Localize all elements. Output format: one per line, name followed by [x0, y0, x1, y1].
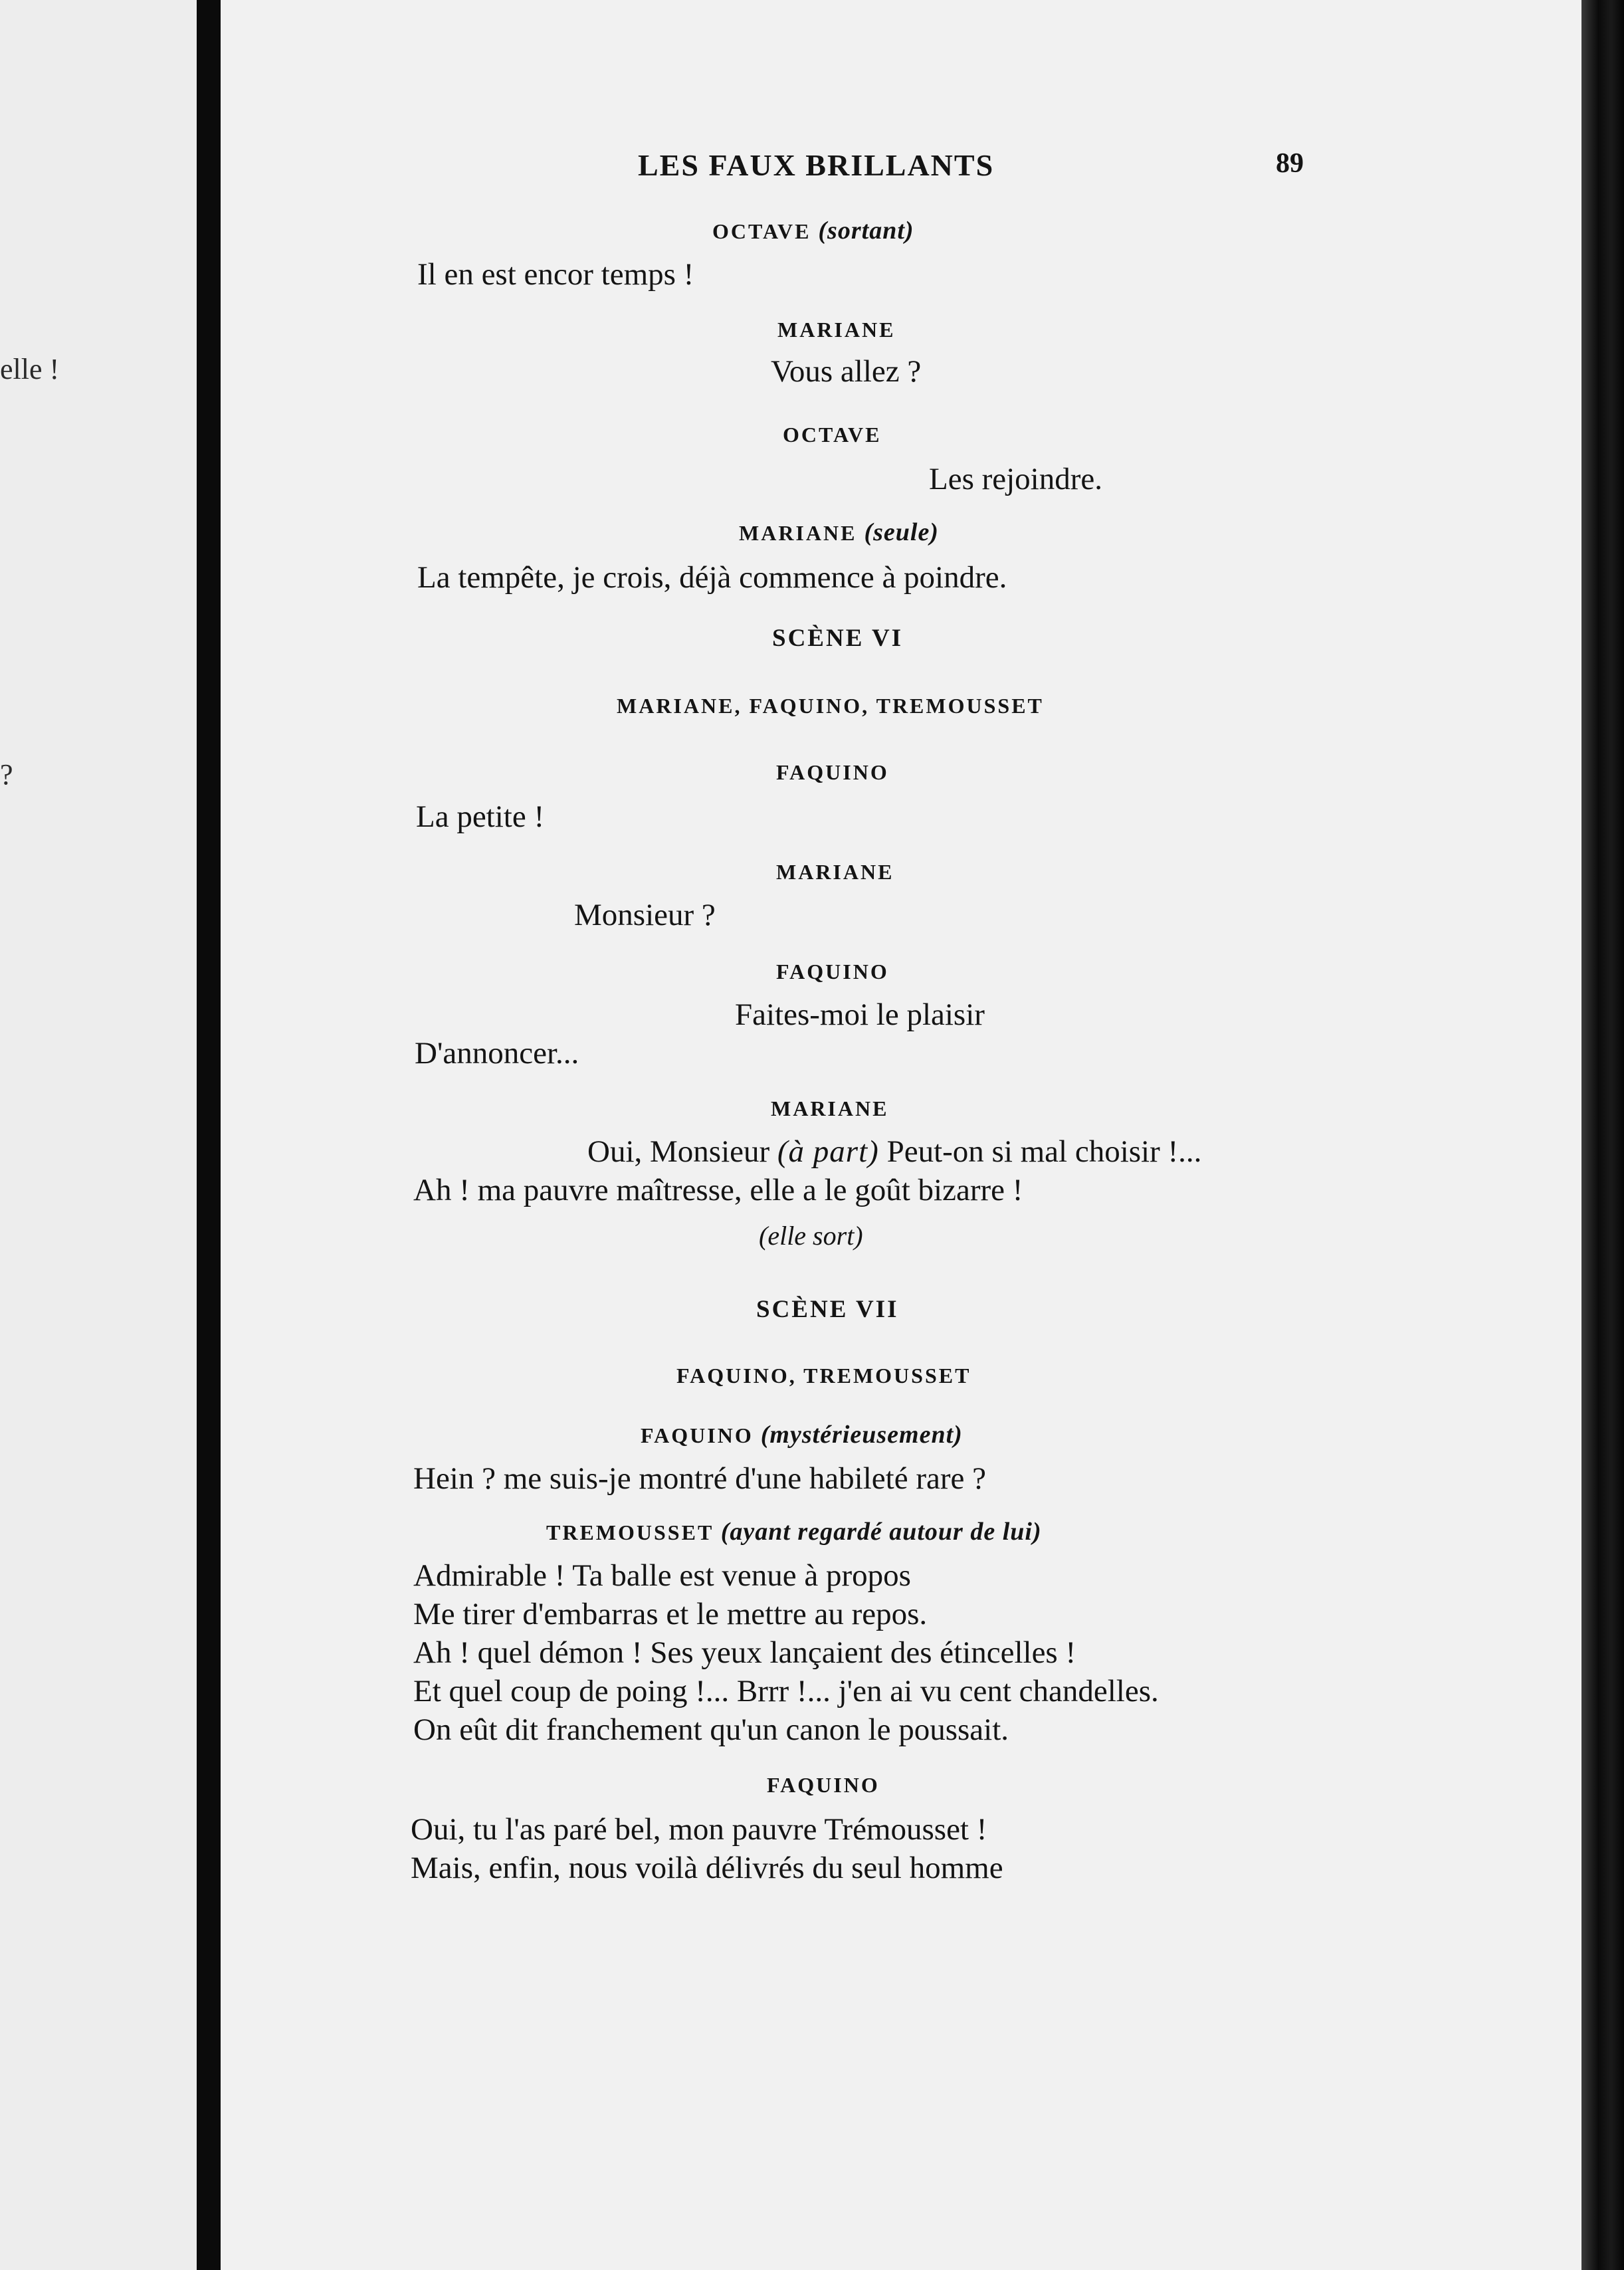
- stage-direction: (elle sort): [759, 1221, 863, 1251]
- previous-page-fragment: ?: [0, 758, 13, 791]
- stage-direction: (sortant): [818, 217, 914, 245]
- verse-line: Et quel coup de poing !... Brrr !... j'en ai vu cent chandelles.: [413, 1674, 1159, 1708]
- verse-line: Faites-moi le plaisir: [735, 997, 985, 1032]
- stage-direction: (seule): [864, 518, 939, 546]
- speaker-name: [641, 1422, 963, 1447]
- speaker-name: MARIANE: [771, 1096, 889, 1120]
- speaker-name: [739, 520, 939, 545]
- book-gutter: [197, 0, 221, 2270]
- previous-page-edge: [0, 0, 197, 2270]
- stage-direction: (mystérieusement): [760, 1421, 963, 1449]
- speaker-name: MARIANE: [777, 318, 896, 342]
- verse-line: Mais, enfin, nous voilà délivrés du seul homme: [411, 1851, 1003, 1885]
- page-number: 89: [1276, 148, 1304, 179]
- speaker-name: FAQUINO: [776, 760, 889, 784]
- speaker-name: MARIANE: [776, 860, 894, 884]
- stage-direction: (ayant regardé autour de lui): [720, 1518, 1042, 1546]
- speaker-name: OCTAVE: [783, 423, 882, 447]
- verse-line: Ah ! quel démon ! Ses yeux lançaient des étincelles !: [413, 1635, 1076, 1670]
- verse-line: Il en est encor temps !: [417, 257, 694, 292]
- speaker-label: MARIANE: [739, 521, 857, 545]
- verse-text: Oui, Monsieur: [587, 1134, 777, 1169]
- running-title: LES FAUX BRILLANTS: [638, 148, 995, 182]
- verse-line: Monsieur ?: [574, 898, 716, 932]
- speaker-label: OCTAVE: [712, 219, 811, 243]
- verse-line: Hein ? me suis-je montré d'une habileté rare ?: [413, 1461, 986, 1496]
- stage-direction: (à part): [777, 1134, 879, 1169]
- speaker-name: [546, 1519, 1042, 1544]
- speaker-name: [712, 218, 914, 243]
- verse-line: Me tirer d'embarras et le mettre au repos.: [413, 1597, 928, 1631]
- verse-line: [587, 1136, 1201, 1168]
- verse-line: La petite !: [416, 799, 545, 834]
- verse-line: Ah ! ma pauvre maîtresse, elle a le goût bizarre !: [413, 1173, 1023, 1207]
- speaker-name: FAQUINO: [776, 960, 889, 983]
- scene-cast: FAQUINO, TREMOUSSET: [676, 1364, 971, 1388]
- speaker-name: FAQUINO: [767, 1773, 880, 1797]
- verse-line: Vous allez ?: [771, 354, 922, 389]
- verse-line: Admirable ! Ta balle est venue à propos: [413, 1558, 911, 1593]
- verse-line: La tempête, je crois, déjà commence à poindre.: [417, 560, 1007, 595]
- verse-line: Les rejoindre.: [929, 462, 1103, 496]
- book-page: [221, 0, 1581, 2270]
- speaker-label: TREMOUSSET: [546, 1520, 714, 1544]
- verse-line: Oui, tu l'as paré bel, mon pauvre Trémousset !: [411, 1812, 987, 1847]
- verse-line: On eût dit franchement qu'un canon le poussait.: [413, 1712, 1009, 1747]
- speaker-label: FAQUINO: [641, 1423, 754, 1447]
- previous-page-fragment: elle !: [0, 353, 60, 385]
- verse-text: Peut-on si mal choisir !...: [878, 1134, 1202, 1169]
- scene-cast: MARIANE, FAQUINO, TREMOUSSET: [617, 694, 1044, 718]
- verse-line: D'annoncer...: [415, 1036, 579, 1071]
- scene-heading: SCÈNE VII: [756, 1296, 899, 1323]
- book-edge: [1581, 0, 1624, 2270]
- scene-heading: SCÈNE VI: [772, 625, 904, 652]
